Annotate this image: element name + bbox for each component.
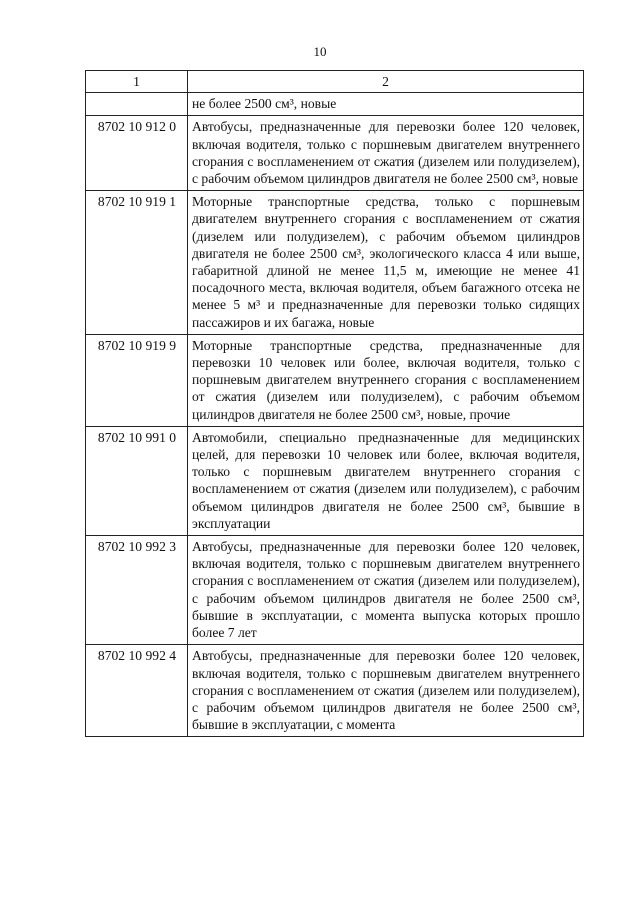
column-header-description: 2	[188, 71, 584, 93]
row-description: Моторные транспортные средства, предназначенные для перевозки 10 человек или более, включая водителя, только с поршневым двигателем внутреннего сгорания с воспламенением от сжатия (дизелем или полудизелем), с рабочим объемом цилиндров двигателя не более 2500 см³, новые, прочие	[188, 334, 584, 426]
table-row	[86, 426, 584, 535]
row-description: Автобусы, предназначенные для перевозки более 120 человек, включая водителя, только с поршневым двигателем внутреннего сгорания с воспламенением от сжатия (дизелем или полудизелем), с рабочим объемом цилиндров двигателя не более 2500 см³, новые	[188, 116, 584, 191]
row-description: Моторные транспортные средства, только с поршневым двигателем внутреннего сгорания с воспламенением от сжатия (дизелем или полудизелем), с рабочим объемом цилиндров двигателя не более 2500 см³, экологического класса 4 или выше, габаритной длиной не менее 11,5 м, имеющие не менее 41 посадочного места, включая водителя, объем багажного отсека не менее 5 м³ и предназначенные для перевозки только сидящих пассажиров и их багажа, новые	[188, 191, 584, 335]
row-description: Автомобили, специально предназначенные для медицинских целей, для перевозки 10 человек или более, включая водителя, только с поршневым двигателем внутреннего сгорания с воспламенением от сжатия (дизелем или полудизелем), с рабочим объемом цилиндров двигателя не более 2500 см³, бывшие в эксплуатации	[188, 426, 584, 535]
row-description: Автобусы, предназначенные для перевозки более 120 человек, включая водителя, только с поршневым двигателем внутреннего сгорания с воспламенением от сжатия (дизелем или полудизелем), с рабочим объемом цилиндров двигателя не более 2500 см³, бывшие в эксплуатации, с момента	[188, 645, 584, 737]
row-code: 8702 10 992 3	[86, 536, 188, 645]
row-code: 8702 10 919 1	[86, 191, 188, 335]
table-header-row	[86, 71, 584, 93]
row-code: 8702 10 992 4	[86, 645, 188, 737]
row-code: 8702 10 919 9	[86, 334, 188, 426]
row-code	[86, 93, 188, 116]
table-row	[86, 191, 584, 335]
row-code: 8702 10 912 0	[86, 116, 188, 191]
table-row	[86, 536, 584, 645]
column-header-code: 1	[86, 71, 188, 93]
table-row	[86, 645, 584, 737]
page-number: 10	[313, 44, 327, 59]
table-row	[86, 334, 584, 426]
row-description: Автобусы, предназначенные для перевозки более 120 человек, включая водителя, только с поршневым двигателем внутреннего сгорания с воспламенением от сжатия (дизелем или полудизелем), с рабочим объемом цилиндров двигателя не более 2500 см³, бывшие в эксплуатации, с момента выпуска которых прошло более 7 лет	[188, 536, 584, 645]
tariff-table	[85, 70, 584, 737]
table-row	[86, 93, 584, 116]
table-row	[86, 116, 584, 191]
row-description: не более 2500 см³, новые	[188, 93, 584, 116]
row-code: 8702 10 991 0	[86, 426, 188, 535]
